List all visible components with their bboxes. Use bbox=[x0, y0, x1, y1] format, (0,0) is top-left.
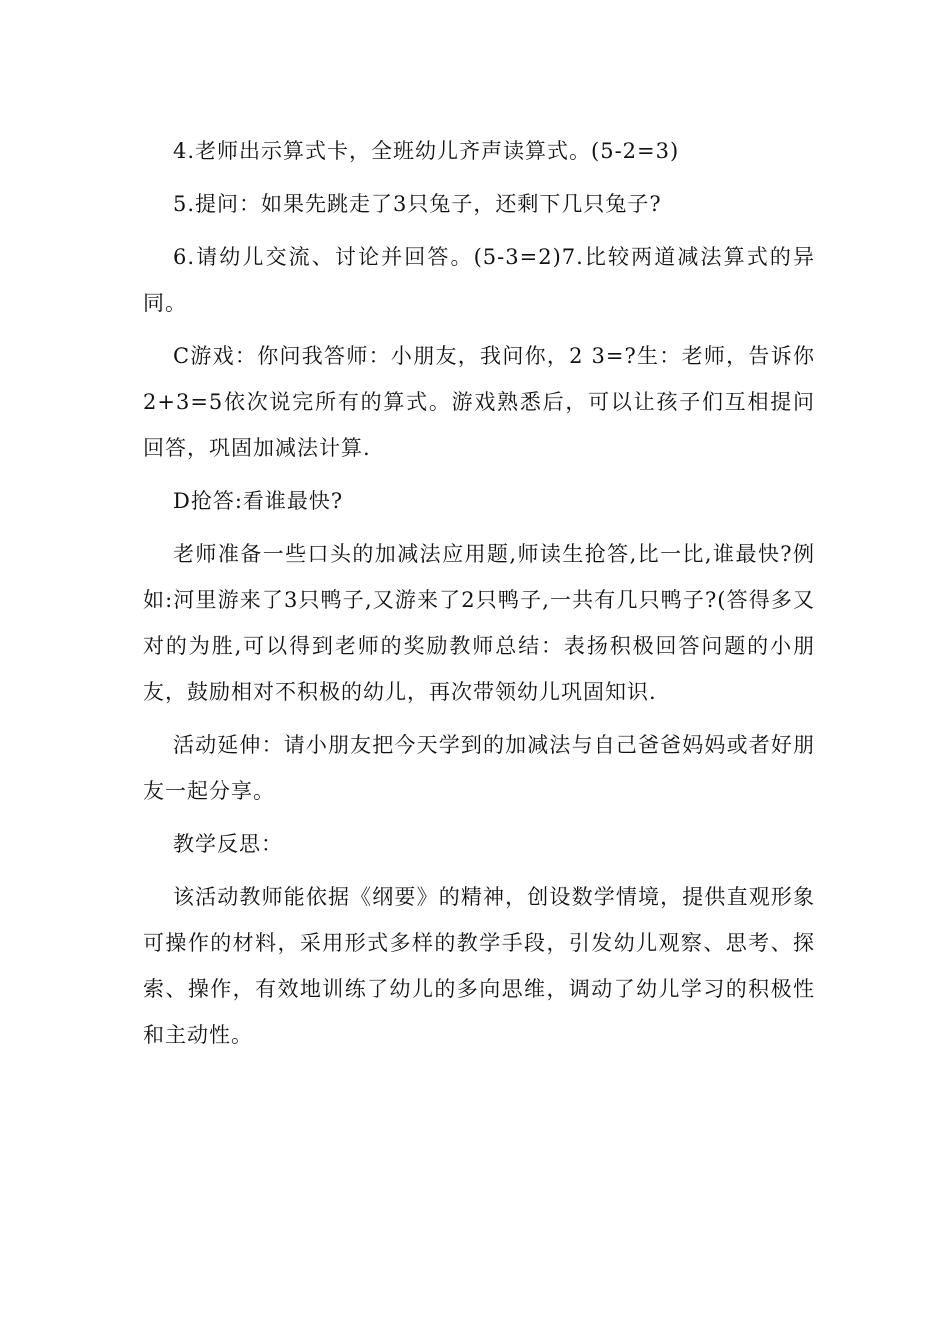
paragraph-quiz-details: 老师准备一些口头的加减法应用题,师读生抢答,比一比,谁最快?例如:河里游来了3只鸭子,又游来了2只鸭子,一共有几只鸭子?(答得多又对的为胜,可以得到老师的奖励教师总结：表扬积极回答问题的小朋友，鼓励相对不积极的幼儿，再次带领幼儿巩固知识. bbox=[143, 542, 815, 704]
paragraph-step-6-7: 6.请幼儿交流、讨论并回答。(5-3=2)7.比较两道减法算式的异同。 bbox=[143, 245, 815, 315]
paragraph-quiz-d: D抢答:看谁最快? bbox=[173, 489, 344, 513]
paragraph-reflection-heading: 教学反思： bbox=[173, 832, 283, 856]
document-body bbox=[143, 128, 815, 1065]
paragraph-step-4: 4.老师出示算式卡，全班幼儿齐声读算式。(5-2=3) bbox=[173, 139, 680, 163]
paragraph-activity-extension: 活动延伸：请小朋友把今天学到的加减法与自己爸爸妈妈或者好朋友一起分享。 bbox=[143, 733, 815, 803]
paragraph-game-c: C游戏：你问我答师：小朋友，我问你，2 3=?生：老师，告诉你2+3=5依次说完所有的算式。游戏熟悉后，可以让孩子们互相提问回答，巩固加减法计算. bbox=[143, 344, 815, 460]
paragraph-reflection-body: 该活动教师能依据《纲要》的精神，创设数学情境，提供直观形象可操作的材料，采用形式多样的教学手段，引发幼儿观察、思考、探索、操作，有效地训练了幼儿的多向思维，调动了幼儿学习的积极性和主动性。 bbox=[143, 885, 815, 1047]
paragraph-step-5: 5.提问：如果先跳走了3只兔子，还剩下几只兔子? bbox=[173, 192, 662, 216]
